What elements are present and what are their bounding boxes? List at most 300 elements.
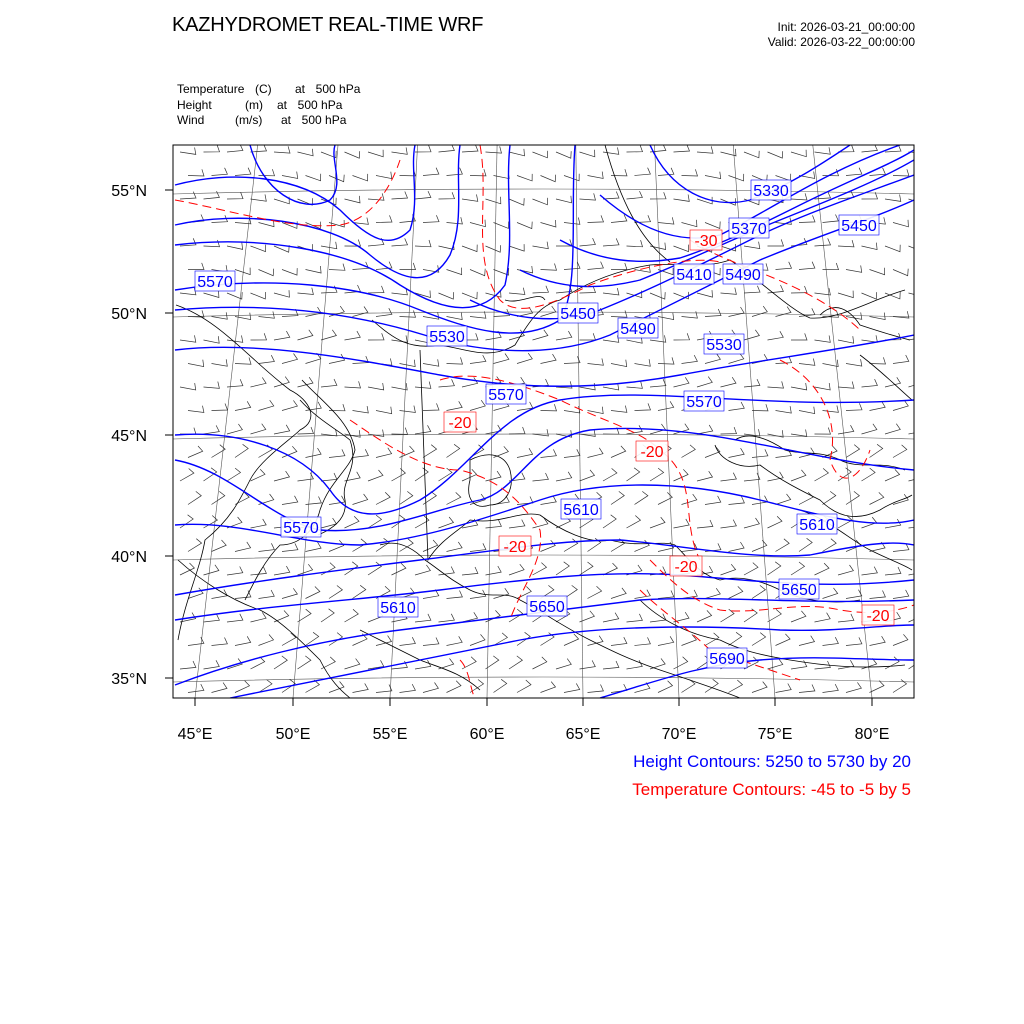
wind-barb	[353, 585, 366, 598]
valid-time: Valid: 2026-03-22_00:00:00	[767, 35, 915, 49]
wind-barb	[400, 406, 416, 413]
wind-barb	[752, 682, 767, 693]
wind-barb	[204, 291, 219, 298]
wind-barb	[564, 356, 580, 363]
wind-barb	[674, 195, 690, 202]
wind-barb	[674, 519, 690, 528]
height-contour-label: 5450	[560, 306, 596, 323]
wind-barb	[909, 656, 922, 669]
wind-barb	[580, 150, 595, 157]
wind-barb	[376, 448, 392, 458]
wind-barb	[533, 286, 549, 293]
wind-barb	[870, 591, 886, 599]
wind-barb	[885, 292, 900, 299]
wind-barb	[846, 637, 862, 645]
wind-barb	[321, 379, 337, 387]
height-contour-label: 5490	[620, 321, 656, 338]
wind-barb	[345, 516, 360, 528]
temperature-contour	[460, 660, 475, 698]
variable-name: Height	[177, 97, 212, 112]
wind-barb	[815, 147, 831, 154]
wind-barb	[729, 586, 743, 598]
wind-barb	[204, 145, 220, 152]
wind-barb	[823, 406, 839, 413]
height-contour-label: 5330	[753, 183, 789, 200]
wind-barb	[823, 539, 837, 552]
lat-tick-label: 35°N	[111, 671, 147, 688]
wind-barb	[306, 174, 321, 181]
wind-barb	[791, 333, 807, 340]
wind-barb	[603, 147, 619, 154]
wind-barb	[768, 609, 782, 622]
wind-barb	[580, 470, 595, 481]
wind-barb	[353, 262, 369, 270]
wind-barb	[909, 566, 925, 575]
wind-barb	[227, 292, 242, 299]
wind-barb	[815, 428, 831, 435]
wind-barb	[627, 660, 643, 669]
wind-barb	[227, 192, 243, 199]
wind-barb	[729, 402, 745, 411]
wind-barb	[752, 306, 767, 316]
height-contour-label: 5690	[709, 651, 745, 668]
wind-barb	[768, 151, 783, 158]
wind-barb	[744, 330, 759, 340]
wind-barb	[564, 218, 580, 225]
wind-barb	[588, 215, 604, 222]
variable-at: at	[281, 113, 292, 127]
wind-barb	[658, 591, 674, 599]
wind-barb	[611, 446, 626, 458]
wind-barb	[603, 238, 619, 246]
wind-barb	[721, 427, 737, 434]
wind-barb	[893, 494, 908, 504]
wind-barb	[556, 196, 572, 203]
wind-barb	[235, 681, 250, 693]
wind-barb	[611, 491, 624, 504]
wind-barb	[517, 222, 532, 229]
height-contour	[650, 145, 850, 203]
lon-tick-label: 45°E	[177, 726, 213, 743]
lon-tick-label: 65°E	[565, 726, 601, 743]
wind-barb	[768, 239, 784, 246]
wind-barb	[650, 192, 666, 199]
variable-unit: (m)	[245, 97, 263, 112]
wind-barb	[204, 336, 220, 343]
temperature-contour	[440, 376, 700, 560]
wind-barb	[180, 335, 196, 342]
wind-barb	[611, 360, 627, 367]
wind-barb	[306, 542, 322, 551]
wind-barb	[274, 471, 290, 481]
wind-barb	[909, 197, 924, 204]
wind-barb	[846, 445, 860, 458]
height-contour-label: 5610	[563, 502, 599, 519]
wind-barb	[885, 657, 899, 669]
wind-barb	[368, 383, 384, 390]
wind-barb	[306, 402, 322, 411]
wind-barb	[846, 403, 862, 410]
wind-barb	[885, 424, 900, 434]
wind-barb	[306, 587, 320, 599]
wind-barb	[823, 263, 839, 270]
wind-barb	[682, 311, 698, 318]
wind-barb	[415, 240, 431, 247]
wind-barb	[212, 404, 228, 411]
wind-barb	[823, 684, 839, 692]
wind-barb	[588, 448, 604, 458]
wind-barb	[227, 614, 243, 622]
wind-barb	[627, 145, 643, 152]
wind-barb	[564, 634, 579, 646]
wind-barb	[650, 517, 665, 528]
wind-barb	[251, 145, 267, 153]
wind-barb	[744, 286, 760, 293]
wind-barb	[823, 215, 839, 223]
wind-barb	[212, 168, 228, 176]
wind-barb	[705, 222, 720, 229]
lat-tick-label: 50°N	[111, 306, 147, 323]
wind-barb	[815, 192, 831, 200]
wind-barb	[729, 542, 745, 552]
wind-barb	[776, 684, 792, 693]
wind-barb	[345, 196, 361, 203]
wind-barb	[580, 660, 596, 669]
height-contour-label: 5570	[283, 520, 319, 537]
wind-barb	[447, 492, 461, 504]
wind-barb	[494, 172, 510, 179]
wind-barb	[180, 383, 196, 390]
wind-barb	[509, 149, 525, 156]
wind-barb	[376, 215, 392, 222]
wind-barb	[392, 428, 408, 435]
lon-tick-label: 75°E	[757, 726, 793, 743]
wind-barb	[517, 448, 533, 457]
wind-barb	[447, 168, 463, 176]
wind-barb	[658, 636, 674, 645]
wind-barb	[306, 266, 322, 273]
wind-barb	[674, 377, 690, 387]
wind-barb	[721, 520, 737, 528]
wind-barb	[423, 168, 439, 176]
wind-barb	[838, 614, 854, 622]
wind-barb	[635, 359, 651, 366]
wind-barb	[423, 403, 439, 410]
wind-barb	[392, 563, 406, 575]
temperature-contour-label: -20	[640, 444, 664, 461]
wind-barb	[564, 406, 580, 413]
wind-barb	[588, 262, 604, 270]
wind-barb	[368, 430, 384, 437]
wind-barb	[893, 269, 908, 276]
variable-unit: (C)	[255, 82, 272, 96]
height-contour	[175, 145, 415, 240]
wind-barb	[274, 331, 290, 340]
wind-barb	[838, 565, 853, 575]
wind-barb	[494, 679, 507, 692]
wind-barb	[862, 567, 878, 575]
wind-barb	[721, 473, 737, 481]
wind-barb	[368, 470, 383, 481]
wind-barb	[415, 468, 428, 481]
wind-barb	[470, 355, 486, 363]
wind-barb	[400, 360, 416, 367]
wind-barb	[744, 563, 758, 575]
wind-barb	[415, 382, 431, 389]
wind-barb	[509, 427, 525, 434]
wind-barb	[321, 563, 335, 575]
wind-barb	[376, 492, 390, 504]
wind-barb	[486, 425, 502, 434]
wind-barb	[541, 354, 557, 363]
wind-barb	[541, 540, 556, 551]
wind-barb	[470, 634, 485, 645]
wind-barb	[509, 244, 524, 251]
wind-barb	[791, 611, 806, 622]
wind-barb	[188, 360, 204, 367]
lon-tick-label: 55°E	[372, 726, 408, 743]
wind-barb	[815, 383, 831, 390]
wind-barb	[509, 198, 524, 205]
wind-barb	[188, 446, 203, 458]
variable-level: 500 hPa	[301, 113, 347, 127]
height-contour	[250, 145, 337, 204]
wind-barb	[188, 406, 204, 413]
wind-barb	[885, 567, 901, 575]
wind-barb	[533, 198, 548, 205]
wind-barb	[204, 660, 220, 669]
wind-barb	[588, 586, 602, 598]
wind-barb	[838, 425, 854, 434]
wind-barb	[227, 242, 243, 249]
wind-barb	[400, 311, 416, 318]
height-contour-label: 5570	[488, 387, 524, 404]
wind-barb	[345, 430, 361, 437]
wind-barb	[815, 613, 831, 622]
wind-barb	[611, 215, 627, 223]
wind-barb	[893, 543, 909, 551]
wind-barb	[282, 400, 297, 410]
wind-barb	[721, 377, 737, 387]
wind-barb	[447, 636, 463, 645]
wind-barb	[893, 634, 908, 645]
lat-tick-label: 45°N	[111, 428, 147, 445]
wind-barb	[768, 659, 783, 669]
wind-barb	[368, 333, 384, 340]
wind-barb	[838, 336, 854, 343]
height-contour	[230, 625, 914, 698]
wind-barb	[447, 681, 462, 693]
height-contour-label: 5610	[380, 600, 416, 617]
wind-barb	[494, 354, 509, 364]
wind-barb	[815, 468, 829, 481]
wind-barb	[611, 406, 627, 413]
wind-barb	[658, 217, 674, 224]
wind-barb	[697, 610, 712, 622]
wind-barb	[180, 192, 196, 199]
wind-barb	[635, 403, 651, 410]
wind-barb	[909, 377, 924, 387]
wind-barb	[791, 150, 806, 157]
wind-barb	[721, 288, 737, 295]
wind-barb	[251, 612, 267, 622]
wind-barb	[329, 264, 345, 271]
wind-barb	[400, 684, 416, 692]
longitude-axis	[178, 698, 890, 743]
wind-barb	[486, 245, 501, 252]
variable-level: 500 hPa	[297, 97, 343, 112]
wind-barb	[470, 400, 485, 410]
wind-barb	[259, 269, 274, 276]
wind-barb	[603, 515, 616, 528]
wind-barb	[697, 290, 713, 297]
wind-barb	[541, 264, 557, 271]
wind-barb	[776, 539, 790, 552]
wind-barb	[729, 448, 745, 457]
wind-barb	[353, 174, 368, 181]
wind-barb	[486, 566, 502, 575]
wind-barb	[204, 240, 220, 247]
wind-barb	[650, 379, 666, 387]
wind-barb	[423, 359, 439, 366]
wind-barb	[776, 307, 792, 317]
wind-barb	[376, 685, 392, 693]
wind-barb	[180, 428, 196, 435]
height-contour	[175, 335, 914, 386]
wind-barb	[447, 591, 463, 599]
wind-barb	[486, 197, 501, 204]
wind-barb	[799, 308, 815, 316]
wind-barb	[627, 291, 642, 298]
wind-barb	[611, 311, 627, 318]
wind-barb	[588, 358, 604, 365]
wind-barb	[603, 661, 619, 669]
wind-barb	[729, 632, 742, 645]
wind-barb	[368, 150, 383, 157]
wind-barb	[776, 262, 792, 270]
variable-at: at	[295, 82, 306, 96]
wind-barb	[564, 539, 578, 552]
height-contour	[175, 145, 575, 333]
wind-barb	[580, 333, 596, 340]
wind-barb	[611, 588, 626, 599]
wind-barb	[251, 424, 266, 434]
height-contour-label: 5450	[841, 218, 877, 235]
wind-barb	[298, 377, 314, 387]
wind-barb	[415, 565, 430, 575]
wind-barb	[274, 146, 290, 153]
wind-barb	[423, 215, 439, 222]
wind-barb	[227, 468, 241, 481]
variable-unit: (m/s)	[235, 113, 263, 127]
wind-barb	[893, 590, 909, 599]
wind-barb	[674, 333, 690, 340]
wind-barb	[392, 192, 408, 200]
temperature-contour	[780, 360, 870, 478]
wind-barb	[870, 357, 886, 364]
wind-barb	[541, 404, 557, 411]
wind-barb	[212, 359, 228, 366]
wind-barb	[885, 195, 901, 202]
wind-barb	[870, 268, 885, 275]
wind-barb	[838, 291, 853, 298]
wind-barb	[744, 379, 760, 387]
wind-barb	[439, 614, 455, 622]
wind-barb	[791, 562, 805, 575]
wind-barb	[321, 429, 337, 436]
wind-barb	[251, 194, 267, 201]
wind-barb	[580, 193, 596, 200]
wind-barb	[776, 406, 792, 413]
wind-barb	[799, 359, 815, 366]
wind-barb	[846, 590, 862, 599]
wind-barb	[345, 659, 360, 669]
wind-barb	[392, 147, 408, 154]
wind-barb	[274, 425, 290, 434]
variable-level: 500 hPa	[315, 82, 361, 96]
wind-barb	[439, 567, 455, 576]
wind-barb	[752, 633, 766, 646]
wind-barb	[846, 491, 859, 504]
wind-barb	[768, 562, 781, 575]
wind-barb	[298, 564, 313, 575]
wind-barb	[180, 563, 194, 575]
wind-barb	[611, 263, 627, 270]
wind-barb	[494, 588, 509, 598]
wind-barb	[282, 268, 297, 275]
wind-barb	[447, 357, 463, 364]
wind-barb	[251, 333, 267, 340]
wind-barb	[838, 468, 851, 481]
wind-barb	[768, 381, 784, 388]
wind-barb	[627, 614, 643, 622]
wind-barb	[439, 292, 454, 299]
wind-barb	[235, 313, 251, 320]
wind-barb	[674, 145, 690, 153]
wind-barb	[227, 379, 243, 387]
lat-tick-label: 40°N	[111, 549, 147, 566]
wind-barb	[705, 354, 720, 364]
wind-barb	[885, 469, 900, 481]
lon-tick-label: 50°E	[275, 726, 311, 743]
height-contour-label: 5650	[781, 582, 817, 599]
wind-barb	[909, 245, 924, 252]
wind-barb	[752, 540, 767, 551]
wind-barb	[768, 516, 783, 528]
wind-barb	[259, 590, 275, 599]
wind-barb	[306, 497, 322, 505]
wind-barb	[729, 497, 745, 505]
wind-barb	[729, 307, 745, 317]
wind-barb	[564, 683, 580, 692]
wind-barb	[744, 242, 760, 249]
wind-barb	[353, 406, 369, 413]
wind-barb	[329, 449, 345, 457]
wind-barb	[509, 288, 525, 295]
wind-barb	[556, 381, 572, 388]
wind-barb	[423, 638, 439, 646]
wind-barb	[846, 682, 861, 692]
wind-barb	[509, 330, 524, 340]
wind-barb	[204, 565, 219, 575]
wind-barb	[447, 217, 463, 224]
height-contour	[175, 145, 460, 278]
wind-barb	[259, 355, 275, 363]
wind-barb	[439, 379, 455, 387]
wind-barb	[768, 285, 784, 293]
wind-barb	[846, 168, 862, 176]
wind-barb	[423, 683, 438, 693]
